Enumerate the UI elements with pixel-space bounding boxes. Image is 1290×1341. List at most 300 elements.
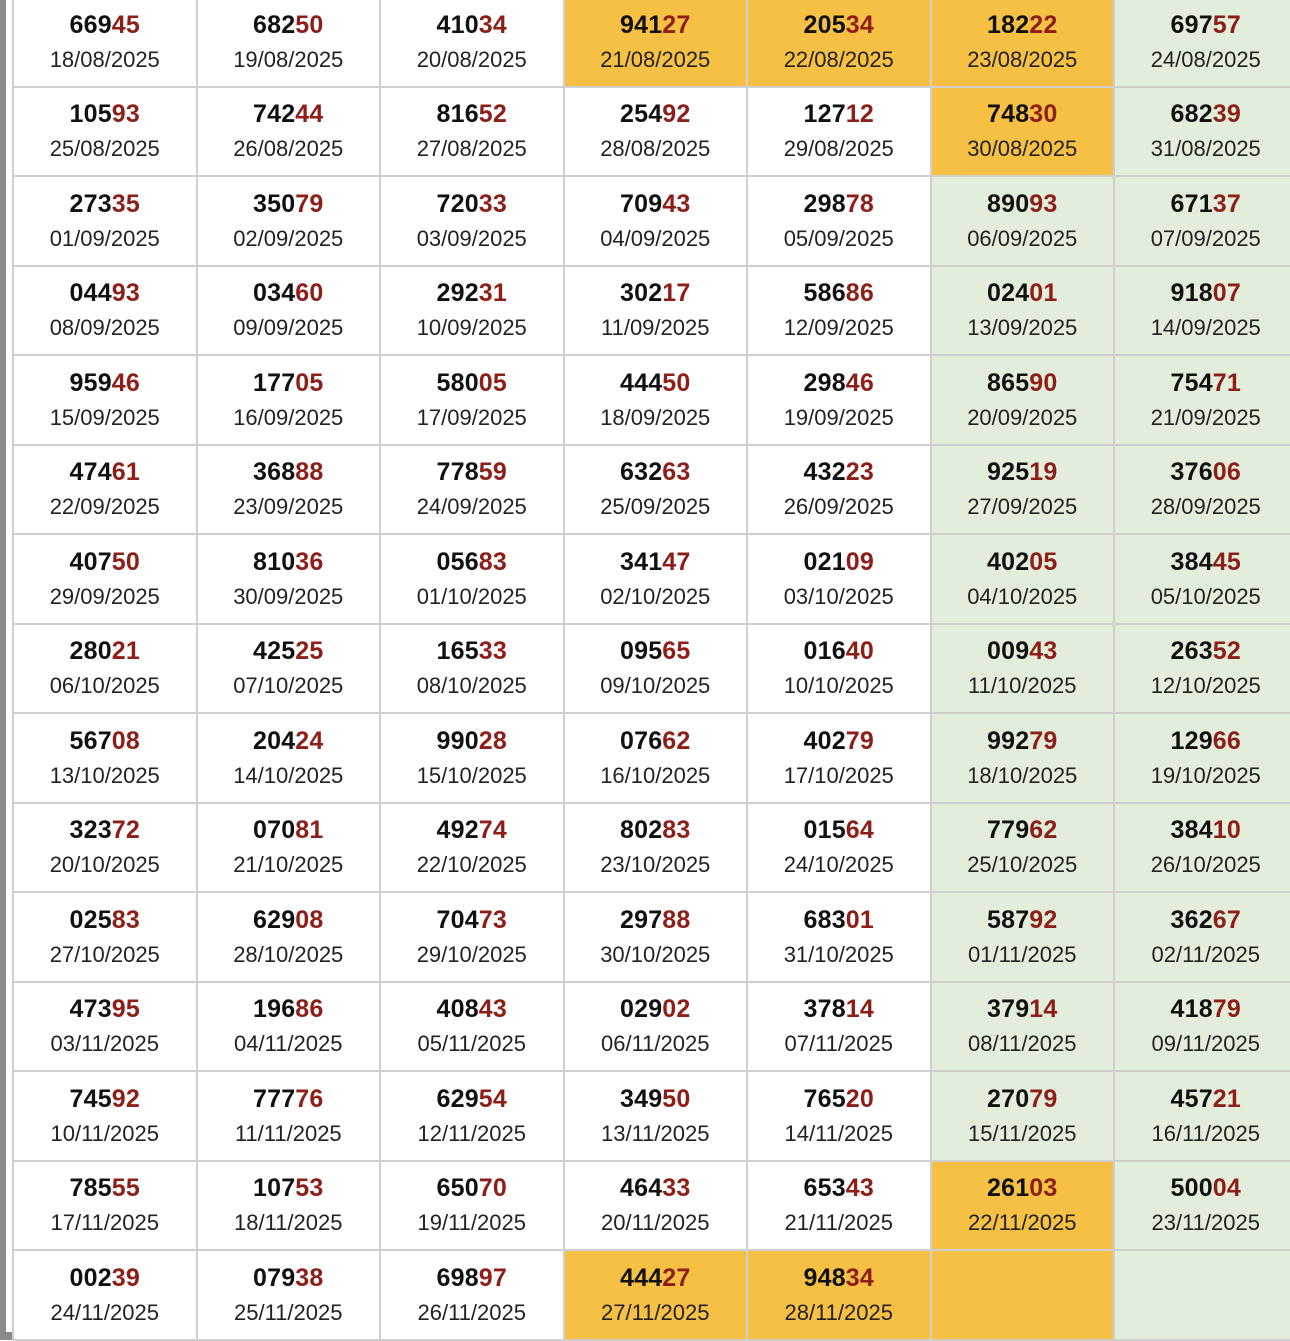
- result-number: [1115, 994, 1290, 1024]
- result-date: 23/08/2025: [967, 46, 1078, 72]
- result-number-lead-digits: 349: [619, 1084, 663, 1113]
- result-date: 12/11/2025: [417, 1120, 526, 1146]
- result-number-lead-digits: 298: [803, 368, 846, 397]
- result-number: [198, 815, 380, 845]
- result-cell: [13, 87, 197, 177]
- result-number: [565, 1263, 747, 1293]
- result-number-tail-digits: 93: [111, 100, 141, 129]
- result-cell: [1114, 176, 1290, 266]
- result-number-lead-digits: 653: [803, 1174, 846, 1203]
- result-cell: [747, 1071, 931, 1161]
- result-date: 07/10/2025: [233, 673, 344, 699]
- result-number-tail-digits: 20: [845, 1084, 875, 1113]
- result-date: 08/09/2025: [49, 315, 160, 341]
- result-number-tail-digits: 01: [845, 905, 875, 934]
- result-number-tail-digits: 28: [478, 726, 508, 755]
- result-date: 15/10/2025: [416, 762, 527, 788]
- result-date: 06/11/2025: [601, 1031, 710, 1057]
- result-cell: [13, 176, 197, 266]
- result-date: 04/10/2025: [967, 583, 1078, 609]
- result-number-lead-digits: 473: [69, 995, 112, 1024]
- result-cell: [564, 266, 748, 356]
- result-number: [748, 1263, 930, 1293]
- table-row: [13, 1250, 1290, 1340]
- result-cell: [931, 1250, 1115, 1340]
- result-cell: [747, 266, 931, 356]
- result-cell: [197, 176, 381, 266]
- result-cell: [931, 1071, 1115, 1161]
- result-number: [565, 189, 747, 219]
- result-cell: [931, 445, 1115, 535]
- result-number-tail-digits: 95: [111, 995, 141, 1024]
- result-number: [748, 994, 930, 1024]
- result-number-lead-digits: 407: [69, 547, 112, 576]
- result-cell: [931, 266, 1115, 356]
- result-number: [748, 815, 930, 845]
- table-row: [13, 1161, 1290, 1251]
- result-number: [565, 1084, 747, 1114]
- result-date: 13/11/2025: [601, 1120, 710, 1146]
- result-date: 29/08/2025: [783, 136, 894, 162]
- result-number-lead-digits: 682: [1170, 100, 1213, 129]
- result-number: [1115, 636, 1290, 666]
- result-cell: [564, 624, 748, 714]
- result-cell: [564, 355, 748, 445]
- result-number: [748, 10, 930, 40]
- result-number-lead-digits: 629: [436, 1084, 479, 1113]
- result-date: 21/09/2025: [1150, 404, 1261, 430]
- result-cell: [1114, 266, 1290, 356]
- result-number-lead-digits: 384: [1170, 816, 1213, 845]
- result-number-lead-digits: 297: [619, 905, 663, 934]
- result-number-lead-digits: 785: [69, 1174, 112, 1203]
- result-date: 07/09/2025: [1150, 225, 1261, 251]
- result-number-lead-digits: 076: [619, 726, 663, 755]
- result-cell: [380, 355, 564, 445]
- result-date: 04/11/2025: [234, 1031, 343, 1057]
- result-number-tail-digits: 73: [478, 905, 508, 934]
- result-cell: [380, 1071, 564, 1161]
- result-number-lead-digits: 432: [803, 458, 846, 487]
- result-number-tail-digits: 46: [111, 368, 141, 397]
- result-number: [932, 189, 1114, 219]
- result-number: [932, 994, 1114, 1024]
- result-number-lead-digits: 350: [252, 189, 296, 218]
- result-cell: [931, 982, 1115, 1072]
- result-number: [14, 1173, 196, 1203]
- result-number-lead-digits: 941: [619, 10, 663, 39]
- result-number-lead-digits: 402: [803, 726, 846, 755]
- result-number-tail-digits: 65: [662, 637, 691, 666]
- result-number-tail-digits: 44: [295, 100, 324, 129]
- result-date: 23/10/2025: [600, 852, 711, 878]
- result-number: [748, 189, 930, 219]
- result-number-lead-digits: 261: [986, 1174, 1030, 1203]
- result-cell: [380, 1161, 564, 1251]
- result-date: 31/08/2025: [1150, 136, 1261, 162]
- result-number-lead-digits: 587: [986, 905, 1030, 934]
- result-number-lead-digits: 567: [69, 726, 112, 755]
- result-number-tail-digits: 72: [111, 816, 141, 845]
- result-cell: [564, 982, 748, 1072]
- result-number: [381, 726, 563, 756]
- result-number-tail-digits: 31: [478, 279, 508, 308]
- result-date: 22/11/2025: [968, 1210, 1077, 1236]
- result-cell: [1114, 1071, 1290, 1161]
- result-number-tail-digits: 64: [845, 816, 875, 845]
- result-number-tail-digits: 43: [478, 995, 508, 1024]
- result-cell: [13, 1071, 197, 1161]
- result-cell: [197, 624, 381, 714]
- table-row: [13, 1071, 1290, 1161]
- result-cell: [564, 1250, 748, 1340]
- result-number: [565, 10, 747, 40]
- result-number: [748, 636, 930, 666]
- result-number-lead-digits: 015: [803, 816, 846, 845]
- result-cell: [197, 1071, 381, 1161]
- result-date: 24/09/2025: [416, 494, 527, 520]
- result-date: 09/09/2025: [233, 315, 344, 341]
- result-cell: [197, 87, 381, 177]
- result-number-lead-digits: 056: [436, 547, 479, 576]
- result-number: [932, 278, 1114, 308]
- result-number-lead-digits: 376: [1170, 458, 1213, 487]
- result-cell: [380, 87, 564, 177]
- result-number: [198, 905, 380, 935]
- result-number-tail-digits: 79: [1212, 995, 1242, 1024]
- result-number-tail-digits: 78: [845, 189, 875, 218]
- result-date: 30/09/2025: [233, 583, 344, 609]
- result-number-tail-digits: 24: [295, 726, 324, 755]
- result-date: 16/11/2025: [1151, 1120, 1260, 1146]
- result-cell: [13, 0, 197, 87]
- result-number-lead-digits: 650: [436, 1174, 479, 1203]
- result-number-lead-digits: 745: [69, 1084, 112, 1113]
- result-number: [1115, 726, 1290, 756]
- result-number-lead-digits: 464: [619, 1174, 663, 1203]
- result-number: [381, 368, 563, 398]
- result-date: 14/09/2025: [1150, 315, 1261, 341]
- result-cell: [931, 892, 1115, 982]
- result-number: [748, 726, 930, 756]
- result-number-tail-digits: 90: [1029, 368, 1058, 397]
- result-number: [932, 10, 1114, 40]
- result-cell: [931, 713, 1115, 803]
- result-date: 21/10/2025: [233, 852, 344, 878]
- result-number-lead-digits: 742: [252, 100, 296, 129]
- result-number: [14, 368, 196, 398]
- result-number-lead-digits: 044: [69, 279, 112, 308]
- result-number: [932, 815, 1114, 845]
- result-cell: [197, 445, 381, 535]
- result-number-lead-digits: 709: [619, 189, 663, 218]
- result-number: [932, 99, 1114, 129]
- result-number: [14, 994, 196, 1024]
- result-number-tail-digits: 83: [111, 905, 141, 934]
- result-number-tail-digits: 79: [845, 726, 875, 755]
- result-date: 29/09/2025: [49, 583, 160, 609]
- result-number-lead-digits: 948: [803, 1263, 846, 1292]
- result-number-lead-digits: 379: [986, 995, 1030, 1024]
- result-cell: [197, 982, 381, 1072]
- result-cell: [197, 0, 381, 87]
- result-number-tail-digits: 50: [111, 547, 141, 576]
- result-date: 19/09/2025: [783, 404, 894, 430]
- result-number-lead-digits: 918: [1170, 279, 1213, 308]
- result-date: 07/11/2025: [784, 1031, 893, 1057]
- result-number: [198, 10, 380, 40]
- result-number: [198, 278, 380, 308]
- result-cell: [564, 87, 748, 177]
- result-number-lead-digits: 263: [1170, 637, 1213, 666]
- result-number: [14, 726, 196, 756]
- result-number-lead-digits: 754: [1170, 368, 1213, 397]
- result-number: [1115, 278, 1290, 308]
- result-cell: [380, 982, 564, 1072]
- result-date: 15/11/2025: [968, 1120, 1077, 1146]
- result-number-tail-digits: 21: [1212, 1084, 1242, 1113]
- result-number-lead-digits: 765: [803, 1084, 846, 1113]
- result-number: [198, 1263, 380, 1293]
- result-cell: [564, 176, 748, 266]
- result-number-lead-digits: 182: [986, 10, 1030, 39]
- result-number: [198, 189, 380, 219]
- result-number-lead-digits: 095: [619, 637, 663, 666]
- result-number-lead-digits: 205: [803, 10, 846, 39]
- result-number: [565, 726, 747, 756]
- result-number-tail-digits: 66: [1212, 726, 1242, 755]
- result-date: 31/10/2025: [783, 941, 894, 967]
- result-number-lead-digits: 777: [252, 1084, 296, 1113]
- result-number-tail-digits: 09: [845, 547, 875, 576]
- result-number-tail-digits: 34: [845, 10, 875, 39]
- result-number-lead-digits: 177: [252, 368, 296, 397]
- result-number-lead-digits: 418: [1170, 995, 1213, 1024]
- result-number: [1115, 99, 1290, 129]
- result-date: 05/10/2025: [1150, 583, 1261, 609]
- result-date: 25/08/2025: [49, 136, 160, 162]
- result-date: 03/11/2025: [50, 1031, 159, 1057]
- result-date: 22/08/2025: [783, 46, 894, 72]
- result-number: [381, 278, 563, 308]
- result-number: [198, 1173, 380, 1203]
- result-number: [381, 905, 563, 935]
- result-number-lead-digits: 402: [986, 547, 1030, 576]
- table-row: [13, 445, 1290, 535]
- result-date: 22/09/2025: [49, 494, 160, 520]
- table-row: [13, 176, 1290, 266]
- result-cell: [931, 534, 1115, 624]
- result-number-lead-digits: 444: [619, 368, 663, 397]
- result-date: 23/11/2025: [1151, 1210, 1260, 1236]
- result-number-lead-digits: 779: [986, 816, 1030, 845]
- result-date: 28/10/2025: [233, 941, 344, 967]
- result-number-tail-digits: 03: [1029, 1174, 1058, 1203]
- result-number-tail-digits: 67: [1212, 905, 1242, 934]
- result-cell: [197, 713, 381, 803]
- result-number-lead-digits: 127: [803, 100, 846, 129]
- result-number-lead-digits: 683: [803, 905, 846, 934]
- result-date: 21/11/2025: [784, 1210, 893, 1236]
- result-number-lead-digits: 671: [1170, 189, 1213, 218]
- result-number-lead-digits: 029: [619, 995, 663, 1024]
- result-number-lead-digits: 698: [436, 1263, 479, 1292]
- result-number-lead-digits: 079: [252, 1263, 296, 1292]
- result-number: [932, 457, 1114, 487]
- result-date: 20/11/2025: [601, 1210, 710, 1236]
- result-date: 26/10/2025: [1150, 852, 1261, 878]
- result-number: [932, 726, 1114, 756]
- result-number: [565, 815, 747, 845]
- result-date: 19/11/2025: [417, 1210, 526, 1236]
- result-number: [198, 994, 380, 1024]
- result-cell: [380, 624, 564, 714]
- result-number-tail-digits: 47: [662, 547, 691, 576]
- table-row: [13, 624, 1290, 714]
- result-number-tail-digits: 62: [662, 726, 691, 755]
- result-number-lead-digits: 107: [252, 1174, 296, 1203]
- result-number: [198, 457, 380, 487]
- result-number-lead-digits: 280: [69, 637, 112, 666]
- result-number-lead-digits: 254: [619, 100, 663, 129]
- result-date: 02/11/2025: [1151, 941, 1260, 967]
- result-number: [381, 815, 563, 845]
- result-cell: [931, 87, 1115, 177]
- result-cell: [747, 1250, 931, 1340]
- result-number-lead-digits: 500: [1170, 1174, 1213, 1203]
- result-date: 06/09/2025: [967, 225, 1078, 251]
- result-number: [565, 457, 747, 487]
- result-number-lead-digits: 810: [252, 547, 296, 576]
- result-number-lead-digits: 697: [1170, 10, 1213, 39]
- result-number-lead-digits: 129: [1170, 726, 1213, 755]
- result-cell: [747, 87, 931, 177]
- result-cell: [380, 713, 564, 803]
- result-number-tail-digits: 10: [1212, 816, 1242, 845]
- result-number-tail-digits: 93: [1029, 189, 1058, 218]
- result-date: 17/09/2025: [416, 404, 527, 430]
- result-cell: [1114, 982, 1290, 1072]
- result-number-tail-digits: 39: [1212, 100, 1242, 129]
- result-number-tail-digits: 08: [295, 905, 324, 934]
- result-date: 11/10/2025: [968, 673, 1077, 699]
- result-number-tail-digits: 97: [478, 1263, 508, 1292]
- result-cell: [13, 982, 197, 1072]
- result-date: 12/09/2025: [783, 315, 894, 341]
- result-date: 05/09/2025: [783, 225, 894, 251]
- table-row: [13, 534, 1290, 624]
- result-date: 09/11/2025: [1151, 1031, 1260, 1057]
- result-number-lead-digits: 410: [436, 10, 479, 39]
- result-cell: [13, 534, 197, 624]
- result-number-tail-digits: 01: [1029, 279, 1058, 308]
- result-number-lead-digits: 669: [69, 10, 112, 39]
- result-number: [748, 278, 930, 308]
- result-date: 13/09/2025: [967, 315, 1078, 341]
- result-number-tail-digits: 88: [662, 905, 691, 934]
- result-date: 26/08/2025: [233, 136, 344, 162]
- result-cell: [380, 176, 564, 266]
- result-date: 03/09/2025: [416, 225, 527, 251]
- result-date: 08/10/2025: [416, 673, 527, 699]
- result-number-tail-digits: 83: [662, 816, 691, 845]
- result-date: 01/09/2025: [49, 225, 160, 251]
- result-date: 03/10/2025: [783, 583, 894, 609]
- result-number-lead-digits: 302: [619, 279, 663, 308]
- result-number-lead-digits: 992: [986, 726, 1030, 755]
- result-number-tail-digits: 79: [1029, 1084, 1058, 1113]
- result-cell: [1114, 892, 1290, 982]
- result-number-tail-digits: 50: [662, 368, 691, 397]
- result-cell: [747, 355, 931, 445]
- result-date: 27/10/2025: [49, 941, 160, 967]
- result-cell: [564, 803, 748, 893]
- result-date: 16/09/2025: [233, 404, 344, 430]
- result-number-tail-digits: 86: [845, 279, 875, 308]
- result-number-tail-digits: 59: [478, 458, 508, 487]
- result-number: [381, 10, 563, 40]
- result-number-lead-digits: 016: [803, 637, 846, 666]
- result-number-tail-digits: 25: [295, 637, 324, 666]
- result-number-lead-digits: 748: [986, 100, 1030, 129]
- result-number: [381, 636, 563, 666]
- result-cell: [13, 355, 197, 445]
- result-cell: [747, 176, 931, 266]
- result-number-tail-digits: 62: [1029, 816, 1058, 845]
- result-number-tail-digits: 08: [111, 726, 141, 755]
- results-table: [12, 0, 1290, 1341]
- result-number-tail-digits: 07: [1212, 279, 1242, 308]
- result-number-tail-digits: 54: [478, 1084, 508, 1113]
- result-number-lead-digits: 105: [69, 100, 112, 129]
- result-number-tail-digits: 88: [295, 458, 324, 487]
- result-number-tail-digits: 52: [478, 100, 508, 129]
- result-date: 01/10/2025: [416, 583, 527, 609]
- result-number: [748, 1173, 930, 1203]
- result-number-tail-digits: 22: [1029, 10, 1058, 39]
- result-number: [14, 1084, 196, 1114]
- result-number-tail-digits: 50: [295, 10, 324, 39]
- result-date: 25/11/2025: [234, 1299, 343, 1325]
- result-number-lead-digits: 408: [436, 995, 479, 1024]
- table-row: [13, 803, 1290, 893]
- result-date: 27/11/2025: [601, 1299, 710, 1325]
- result-number: [381, 99, 563, 129]
- result-date: 04/09/2025: [600, 225, 711, 251]
- result-date: 19/08/2025: [233, 46, 344, 72]
- result-date: 08/11/2025: [968, 1031, 1077, 1057]
- result-date: 05/11/2025: [417, 1031, 526, 1057]
- result-number-lead-digits: 959: [69, 368, 112, 397]
- result-number-tail-digits: 27: [662, 1263, 691, 1292]
- result-number-lead-digits: 384: [1170, 547, 1213, 576]
- result-cell: [747, 0, 931, 87]
- result-cell: [197, 534, 381, 624]
- result-number-lead-digits: 323: [69, 816, 112, 845]
- result-number-lead-digits: 925: [986, 458, 1030, 487]
- result-number-tail-digits: 81: [295, 816, 324, 845]
- result-number-tail-digits: 57: [1212, 10, 1242, 39]
- table-row: [13, 355, 1290, 445]
- result-cell: [1114, 803, 1290, 893]
- result-number: [198, 368, 380, 398]
- result-number-tail-digits: 02: [662, 995, 691, 1024]
- result-number: [565, 636, 747, 666]
- result-date: 30/08/2025: [967, 136, 1078, 162]
- result-date: 21/08/2025: [600, 46, 711, 72]
- result-number-tail-digits: 19: [1029, 458, 1058, 487]
- result-number-tail-digits: 79: [295, 189, 324, 218]
